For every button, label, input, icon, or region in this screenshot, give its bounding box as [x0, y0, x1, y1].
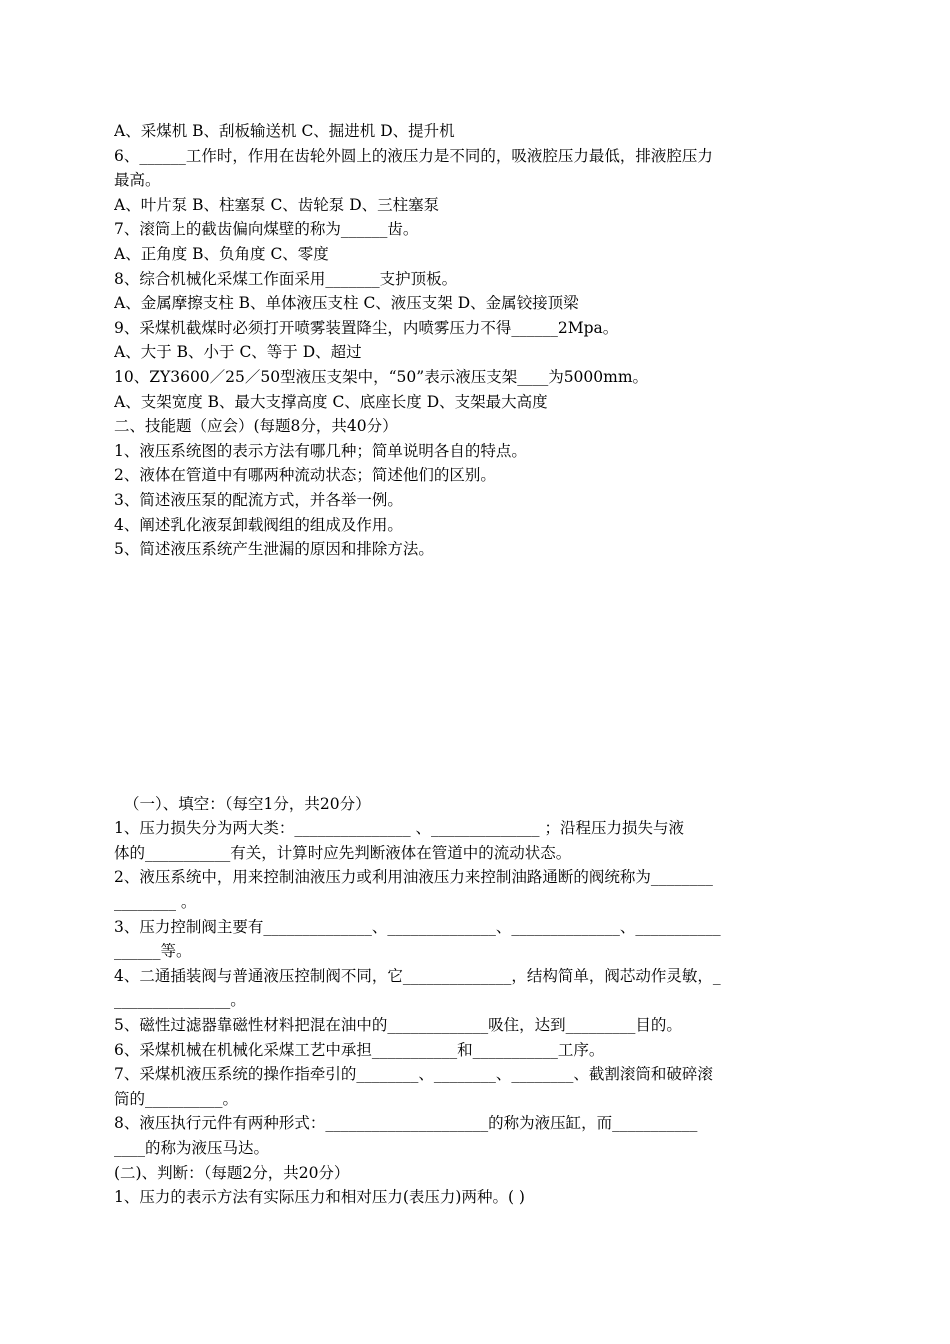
- text-line: 9、采煤机截煤时必须打开喷雾装置降尘，内喷雾压力不得______2Mpa。: [114, 318, 619, 337]
- text-line: 最高。: [114, 171, 161, 190]
- section-fill-in: [114, 792, 838, 1210]
- blank-space: [114, 562, 838, 792]
- text-line: 筒的__________。: [114, 1089, 239, 1108]
- text-line: 6、采煤机械在机械化采煤工艺中承担___________和___________工序。: [114, 1040, 605, 1059]
- text-line: A、金属摩擦支柱 B、单体液压支柱 C、液压支架 D、金属铰接顶梁: [114, 294, 579, 313]
- text-line: 7、采煤机液压系统的操作指牵引的________、________、________、截割滚筒和破碎滚: [114, 1065, 713, 1084]
- text-line: 1、液压系统图的表示方法有哪几种；简单说明各自的特点。: [114, 441, 527, 460]
- text-line: A、叶片泵 B、柱塞泵 C、齿轮泵 D、三柱塞泵: [114, 195, 440, 214]
- section-heading: （一）、填空：（每空1分，共20分）: [124, 794, 371, 813]
- text-line: 4、二通插装阀与普通液压控制阀不同，它______________，结构简单，阀芯动作灵敏，_: [114, 966, 721, 985]
- text-line: A、大于 B、小于 C、等于 D、超过: [114, 343, 362, 362]
- text-line: A、采煤机 B、刮板输送机 C、掘进机 D、提升机: [114, 122, 455, 140]
- section-heading: (二)、判断：（每题2分，共20分）: [114, 1163, 350, 1182]
- text-line: _______________。: [114, 991, 246, 1010]
- text-line: 5、磁性过滤器靠磁性材料把混在油中的_____________吸住，达到_________目的。: [114, 1016, 682, 1035]
- section-heading: 二、技能题（应会）(每题8分，共40分）: [114, 417, 398, 436]
- text-line: A、正角度 B、负角度 C、零度: [114, 244, 329, 263]
- text-line: 3、简述液压泵的配流方式，并各举一例。: [114, 490, 403, 509]
- document-page: [114, 119, 838, 1210]
- text-line: 2、液体在管道中有哪两种流动状态；简述他们的区别。: [114, 466, 496, 485]
- text-line: 8、液压执行元件有两种形式：_____________________的称为液压缸，而___________: [114, 1114, 698, 1133]
- text-line: ______等。: [114, 942, 192, 961]
- text-line: 5、简述液压系统产生泄漏的原因和排除方法。: [114, 540, 434, 559]
- text-line: 1、压力损失分为两大类：_______________ 、______________ ；沿程压力损失与液: [114, 819, 684, 838]
- section-multiple-choice: [114, 119, 838, 562]
- text-line: A、支架宽度 B、最大支撑高度 C、底座长度 D、支架最大高度: [114, 392, 548, 411]
- text-line: 2、液压系统中，用来控制油液压力或利用油液压力来控制油路通断的阀统称为________: [114, 868, 713, 887]
- text-line: 体的___________有关，计算时应先判断液体在管道中的流动状态。: [114, 843, 572, 862]
- text-line: 1、压力的表示方法有实际压力和相对压力(表压力)两种。( ): [114, 1188, 525, 1207]
- text-line: 3、压力控制阀主要有______________、______________、______________、___________: [114, 917, 721, 936]
- text-line: 4、阐述乳化液泵卸载阀组的组成及作用。: [114, 515, 403, 534]
- text-line: ________ 。: [114, 893, 197, 912]
- text-line: ____的称为液压马达。: [114, 1139, 270, 1157]
- text-line: 10、ZY3600／25／50型液压支架中，“50”表示液压支架____为5000mm。: [114, 367, 649, 386]
- text-line: 8、综合机械化采煤工作面采用_______支护顶板。: [114, 269, 458, 288]
- text-line: 7、滚筒上的截齿偏向煤壁的称为______齿。: [114, 220, 419, 239]
- text-line: 6、______工作时，作用在齿轮外圆上的液压力是不同的，吸液腔压力最低，排液腔压力: [114, 146, 713, 165]
